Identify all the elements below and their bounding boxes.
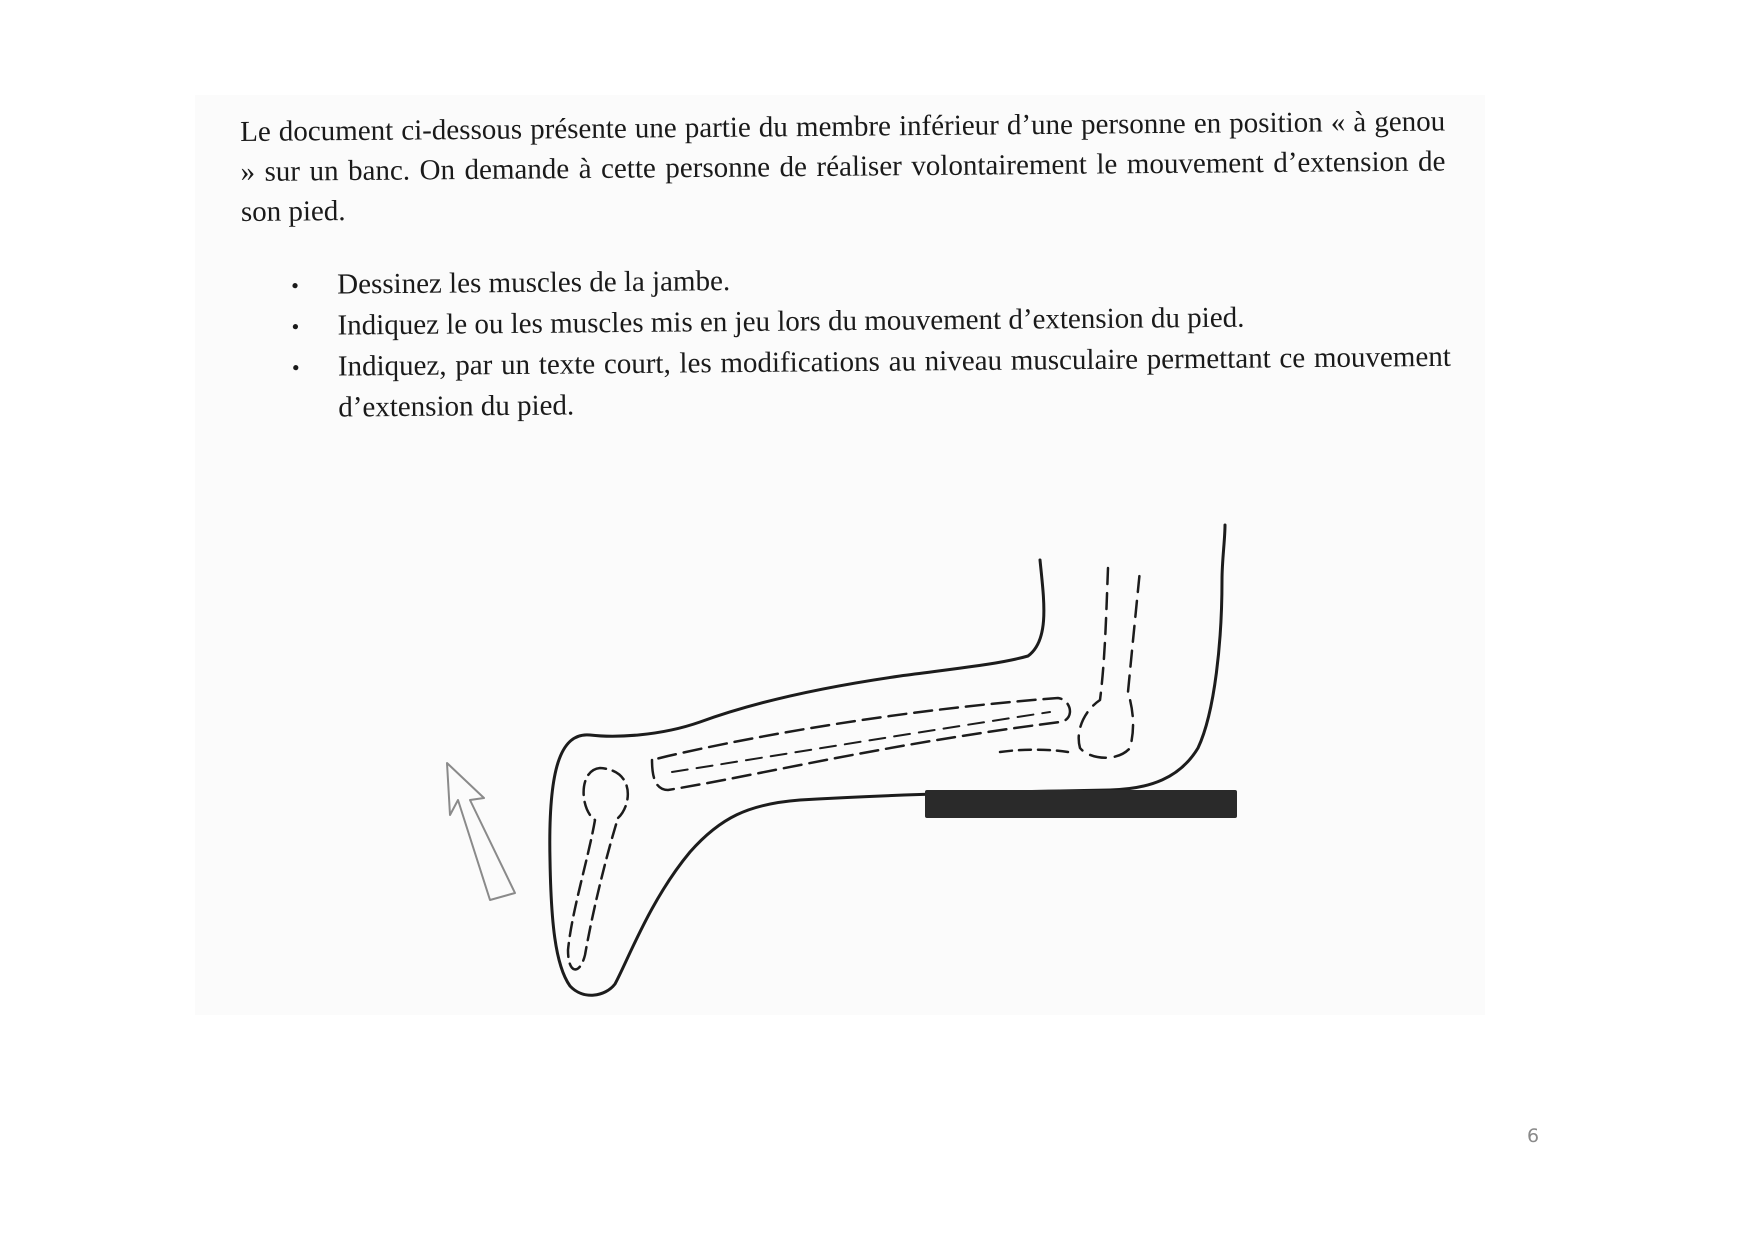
bullet-icon: • xyxy=(291,354,300,380)
bullet-icon: • xyxy=(291,272,299,298)
task-text: Indiquez, par un texte court, les modifications au niveau musculaire permettant ce mouvement d’extension du pied. xyxy=(337,340,1451,424)
scanned-region xyxy=(195,95,1485,1015)
task-text: Dessinez les muscles de la jambe. xyxy=(337,265,731,301)
task-list xyxy=(285,255,1451,429)
task-item-describe-changes xyxy=(286,337,1452,429)
page-number: 6 xyxy=(1527,1125,1540,1147)
intro-paragraph: Le document ci-dessous présente une partie du membre inférieur d’une personne en position « à genou » sur un banc. On demande à cette personne de réaliser volontairement le mouvement d’extension de son pied. xyxy=(240,105,1446,228)
task-text: Indiquez le ou les muscles mis en jeu lors du mouvement d’extension du pied. xyxy=(337,301,1245,342)
bullet-icon: • xyxy=(291,313,300,339)
